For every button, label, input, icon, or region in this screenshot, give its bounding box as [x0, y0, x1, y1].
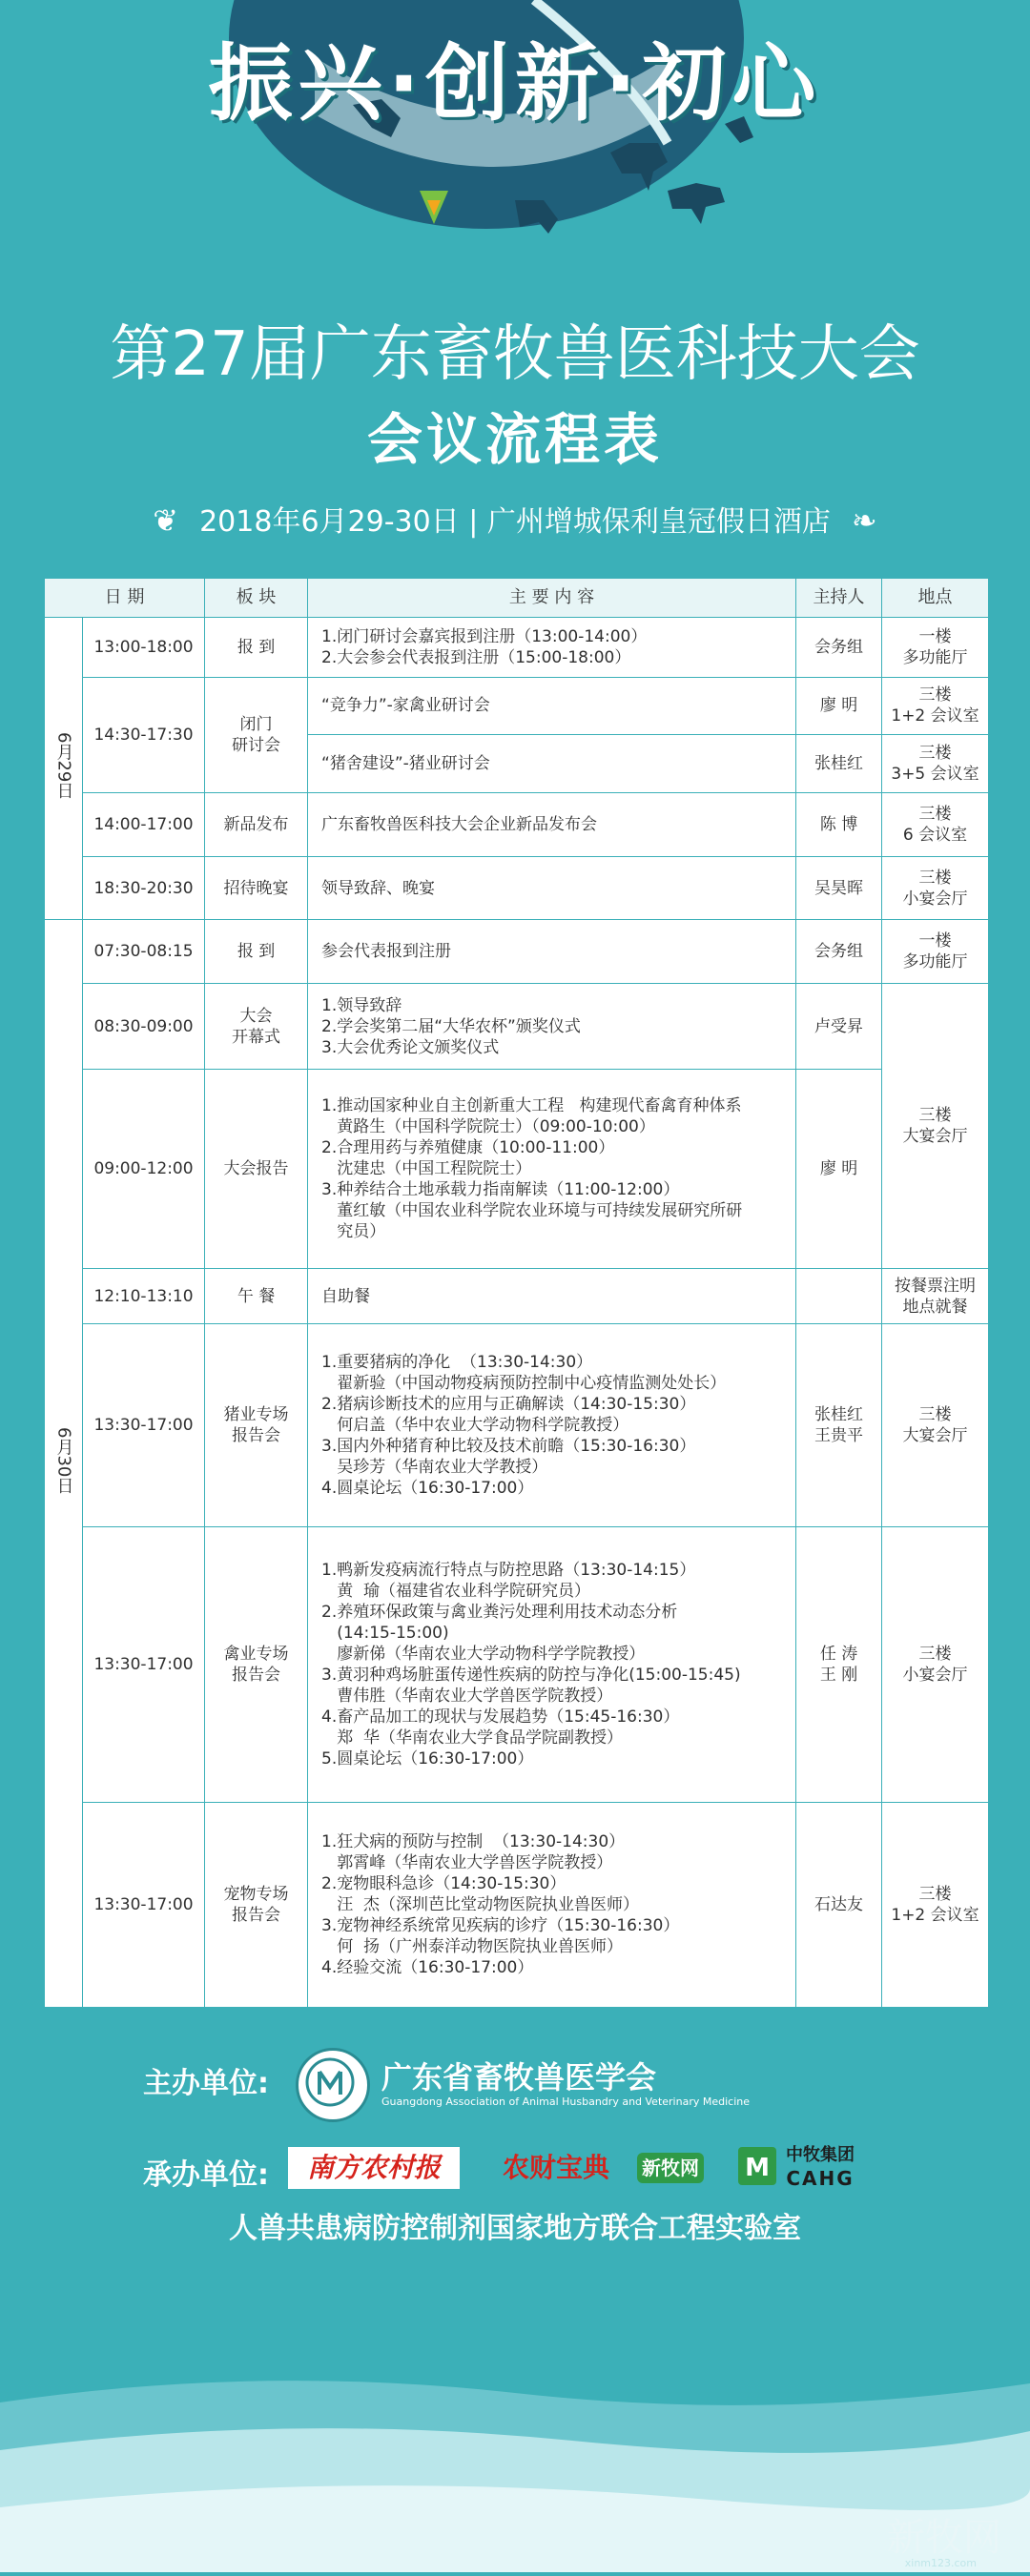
- day-label-2: 6月30日: [53, 1426, 74, 1494]
- place-cell: [882, 984, 989, 1269]
- header-content: 主 要 内 容: [308, 579, 796, 618]
- host-cell: [796, 920, 882, 984]
- content-line: 何启盖（华中农业大学动物科学院教授）: [321, 1416, 629, 1436]
- day-cell-2: [45, 920, 83, 2008]
- organizer-logo-icon: [299, 2051, 367, 2119]
- host-name: 石达友: [814, 1894, 864, 1914]
- place-cell: [882, 920, 989, 984]
- place-line: 三楼: [918, 868, 952, 888]
- host-name: 廖 明: [819, 696, 858, 716]
- block-cell: [205, 1802, 308, 2007]
- content-line: “猪舍建设”-猪业研讨会: [321, 754, 490, 773]
- ornament-left-icon: ❦: [153, 502, 179, 539]
- content-cell: [308, 1070, 796, 1269]
- time-cell: 08:30-09:00: [83, 984, 205, 1070]
- content-line: 4.经验交流（16:30-17:00）: [321, 1957, 534, 1977]
- content-line: 2.猪病诊断技术的应用与正确解读（14:30-15:30）: [321, 1395, 696, 1415]
- block-label: 猪业专场: [223, 1405, 289, 1425]
- block-cell: [205, 618, 308, 678]
- host-cell: [796, 1802, 882, 2007]
- place-line: 多功能厅: [902, 647, 968, 667]
- place-line: 三楼: [918, 804, 952, 824]
- table-row: [45, 792, 989, 856]
- content-line: 郭霄峰（华南农业大学兽医学院教授）: [321, 1852, 613, 1872]
- content-line: 2.宠物眼科急诊（14:30-15:30）: [321, 1873, 566, 1893]
- content-line: 1.狂犬病的预防与控制 （13:30-14:30）: [321, 1831, 626, 1851]
- place-line: 大宴会厅: [902, 1127, 968, 1147]
- content-line: 1.领导致辞: [321, 995, 402, 1015]
- block-label: 大会报告: [223, 1159, 289, 1179]
- host-cell: [796, 856, 882, 920]
- table-header: [45, 579, 989, 618]
- content-line: 董红敏（中国农业科学院农业环境与可持续发展研究所研: [321, 1201, 743, 1221]
- place-line: 6 会议室: [902, 825, 968, 845]
- lab-name: 人兽共患病防控制剂国家地方联合工程实验室: [229, 2212, 801, 2245]
- header-place: 地点: [882, 579, 989, 618]
- block-label: 招待晚宴: [223, 878, 289, 898]
- table-row: [45, 677, 989, 735]
- block-label: 报告会: [232, 1426, 281, 1446]
- block-label: 开幕式: [232, 1027, 281, 1047]
- table-row: [45, 1802, 989, 2007]
- content-line: 3.黄羽种鸡场脏蛋传递性疾病的防控与净化(15:00-15:45): [321, 1666, 741, 1686]
- content-line: 3.大会优秀论文颁奖仪式: [321, 1037, 500, 1057]
- time-cell: 14:30-17:30: [83, 677, 205, 792]
- table-row: [45, 984, 989, 1070]
- place-line: 小宴会厅: [902, 889, 968, 909]
- content-line: 何 扬（广州泰洋动物医院执业兽医师）: [321, 1936, 624, 1956]
- place-line: 三楼: [918, 1884, 952, 1904]
- logo-zhongmu: 中牧集团: [786, 2145, 855, 2165]
- host-name: 会务组: [814, 942, 864, 962]
- organizer-name: 广东省畜牧兽医学会: [381, 2059, 657, 2096]
- time-cell: 13:30-17:00: [83, 1527, 205, 1802]
- organizer-logo: [296, 2048, 370, 2122]
- block-cell: [205, 1268, 308, 1323]
- place-cell: [882, 1802, 989, 2007]
- logo-cahg: CAHG: [786, 2167, 855, 2190]
- place-cell: [882, 792, 989, 856]
- time-cell: 13:30-17:00: [83, 1324, 205, 1527]
- content-line: 曹伟胜（华南农业大学兽医学院教授）: [321, 1687, 613, 1707]
- place-line: 3+5 会议室: [891, 765, 979, 784]
- host-name: 卢受昇: [814, 1016, 864, 1036]
- bottom-waves: [0, 2364, 1030, 2572]
- content-line: (14:15-15:00): [321, 1624, 449, 1644]
- content-cell: [308, 1268, 796, 1323]
- place-cell: [882, 618, 989, 678]
- content-line: 4.畜产品加工的现状与发展趋势（15:45-16:30）: [321, 1707, 680, 1728]
- content-line: 1.推动国家种业自主创新重大工程 构建现代畜禽育种体系: [321, 1096, 742, 1116]
- host-cell: [796, 1070, 882, 1269]
- page-subtitle: 会议流程表: [366, 407, 663, 472]
- place-line: 多功能厅: [902, 952, 968, 972]
- place-line: 1+2 会议室: [891, 1905, 979, 1925]
- block-cell: [205, 1324, 308, 1527]
- table-row: [45, 920, 989, 984]
- time-cell: 07:30-08:15: [83, 920, 205, 984]
- place-cell: [882, 1324, 989, 1527]
- place-cell: [882, 1527, 989, 1802]
- time-cell: 13:00-18:00: [83, 618, 205, 678]
- content-cell: [308, 920, 796, 984]
- logo-cahg-icon: M: [738, 2147, 776, 2185]
- block-cell: [205, 856, 308, 920]
- table-row: [45, 1324, 989, 1527]
- place-line: 大宴会厅: [902, 1426, 968, 1446]
- day-label-1: 6月29日: [53, 731, 74, 799]
- place-cell: [882, 677, 989, 735]
- content-line: 领导致辞、晚宴: [321, 878, 436, 898]
- time-cell: 18:30-20:30: [83, 856, 205, 920]
- host-name: 会务组: [814, 637, 864, 657]
- place-line: 一楼: [918, 626, 952, 646]
- host-name: 张桂红: [814, 754, 864, 773]
- logo-nanfang: 南方农村报: [288, 2147, 460, 2189]
- block-label: 大会: [239, 1006, 273, 1026]
- content-line: “竞争力”-家禽业研讨会: [321, 696, 490, 716]
- co-organizer-label: 承办单位:: [143, 2158, 269, 2192]
- host-cell: [796, 1268, 882, 1323]
- place-line: 地点就餐: [902, 1297, 968, 1317]
- content-cell: [308, 1802, 796, 2007]
- block-label: 新品发布: [223, 814, 289, 834]
- block-label: 报告会: [232, 1905, 281, 1925]
- schedule-table: [44, 578, 988, 2008]
- content-line: 2.大会参会代表报到注册（15:00-18:00）: [321, 647, 631, 667]
- content-line: 3.宠物神经系统常见疾病的诊疗（15:30-16:30）: [321, 1915, 680, 1935]
- block-label: 报告会: [232, 1666, 281, 1686]
- ornament-right-icon: ❧: [851, 502, 877, 539]
- content-line: 广东畜牧兽医科技大会企业新品发布会: [321, 814, 598, 834]
- header-host: 主持人: [796, 579, 882, 618]
- host-cell: [796, 1527, 882, 1802]
- content-cell: [308, 792, 796, 856]
- banner: [0, 0, 1030, 286]
- place-cell: [882, 856, 989, 920]
- host-name: 陈 博: [819, 814, 858, 834]
- watermark-url: xinm123.com: [904, 2557, 977, 2569]
- time-cell: 14:00-17:00: [83, 792, 205, 856]
- organizer-en: Guangdong Association of Animal Husbandry and Veterinary Medicine: [381, 2096, 750, 2108]
- host-name: 任 涛: [819, 1645, 858, 1665]
- content-line: 翟新验（中国动物疫病预防控制中心疫情监测处处长）: [321, 1374, 727, 1394]
- table-row: [45, 1070, 989, 1269]
- place-line: 三楼: [918, 1106, 952, 1126]
- block-label: 禽业专场: [223, 1645, 289, 1665]
- time-cell: 13:30-17:00: [83, 1802, 205, 2007]
- host-cell: [796, 618, 882, 678]
- content-line: 黄 瑜（福建省农业科学院研究员）: [321, 1582, 591, 1602]
- table-row: [45, 856, 989, 920]
- day-cell-1: [45, 618, 83, 920]
- block-label: 午 餐: [237, 1286, 276, 1306]
- content-line: 1.闭门研讨会嘉宾报到注册（13:00-14:00）: [321, 626, 648, 646]
- host-name: 廖 明: [819, 1159, 858, 1179]
- place-line: 小宴会厅: [902, 1666, 968, 1686]
- content-cell: [308, 856, 796, 920]
- block-label: 闭门: [239, 714, 273, 734]
- place-cell: [882, 735, 989, 793]
- waves-illustration: [0, 2364, 1030, 2572]
- logo-xinmu: 新牧网: [637, 2153, 704, 2183]
- host-cell: [796, 792, 882, 856]
- header-block: 板 块: [205, 579, 308, 618]
- host-cell: [796, 984, 882, 1070]
- content-line: 2.养殖环保政策与禽业粪污处理利用技术动态分析: [321, 1603, 678, 1623]
- content-cell: [308, 1527, 796, 1802]
- content-line: 参会代表报到注册: [321, 942, 452, 962]
- content-cell: [308, 984, 796, 1070]
- host-cell: [796, 1324, 882, 1527]
- block-label: 宠物专场: [223, 1884, 289, 1904]
- content-line: 究员）: [321, 1222, 386, 1242]
- content-line: 黄路生（中国科学院院士）（09:00-10:00）: [321, 1117, 655, 1137]
- content-line: 3.国内外种猪育种比较及技术前瞻（15:30-16:30）: [321, 1437, 696, 1457]
- content-cell: [308, 677, 796, 735]
- content-line: 1.鸭新发疫病流行特点与防控思路（13:30-14:15）: [321, 1561, 696, 1581]
- place-line: 按餐票注明: [895, 1276, 977, 1296]
- host-name: 吴昊晖: [814, 878, 864, 898]
- place-line: 三楼: [918, 1645, 952, 1665]
- logo-nongcai: 农财宝典: [502, 2152, 609, 2183]
- content-cell: [308, 735, 796, 793]
- block-label: 报 到: [237, 637, 276, 657]
- content-line: 3.种养结合土地承载力指南解读（11:00-12:00）: [321, 1180, 680, 1200]
- block-label: 报 到: [237, 942, 276, 962]
- table-row: [45, 1268, 989, 1323]
- watermark: 新牧网: [887, 2516, 1001, 2560]
- place-line: 一楼: [918, 931, 952, 951]
- block-cell: [205, 1527, 308, 1802]
- date-venue: [0, 498, 1030, 540]
- content-line: 4.圆桌论坛（16:30-17:00）: [321, 1479, 534, 1499]
- place-line: 1+2 会议室: [891, 706, 979, 726]
- content-line: 1.重要猪病的净化 （13:30-14:30）: [321, 1353, 593, 1373]
- content-line: 汪 杰（深圳芭比堂动物医院执业兽医师）: [321, 1894, 640, 1914]
- content-line: 自助餐: [321, 1286, 371, 1306]
- content-line: 廖新俤（华南农业大学动物科学学院教授）: [321, 1645, 646, 1665]
- table-row: [45, 1527, 989, 1802]
- place-line: 三楼: [918, 1405, 952, 1425]
- table-row: [45, 618, 989, 678]
- content-line: 郑 华（华南农业大学食品学院副教授）: [321, 1728, 624, 1748]
- block-cell: [205, 792, 308, 856]
- header-date: 日 期: [45, 579, 205, 618]
- block-cell: [205, 984, 308, 1070]
- host-name: 王 刚: [819, 1666, 858, 1686]
- content-line: 5.圆桌论坛（16:30-17:00）: [321, 1749, 534, 1769]
- block-label: 研讨会: [232, 735, 281, 755]
- slogan: 振兴·创新·初心: [208, 34, 822, 133]
- content-line: 2.学会奖第二届“大华农杯”颁奖仪式: [321, 1016, 581, 1036]
- host-name: 王贵平: [814, 1426, 864, 1446]
- time-cell: 09:00-12:00: [83, 1070, 205, 1269]
- place-line: 三楼: [918, 744, 952, 763]
- host-cell: [796, 735, 882, 793]
- content-line: 吴珍芳（华南农业大学教授）: [321, 1458, 548, 1478]
- content-line: 2.合理用药与养殖健康（10:00-11:00）: [321, 1138, 615, 1158]
- place-line: 三楼: [918, 685, 952, 705]
- content-line: 沈建忠（中国工程院院士）: [321, 1159, 532, 1179]
- content-cell: [308, 618, 796, 678]
- time-cell: 12:10-13:10: [83, 1268, 205, 1323]
- host-cell: [796, 677, 882, 735]
- place-cell: [882, 1268, 989, 1323]
- block-cell: [205, 920, 308, 984]
- block-cell: [205, 677, 308, 792]
- organizer-label: 主办单位:: [143, 2067, 269, 2100]
- host-name: 张桂红: [814, 1405, 864, 1425]
- date-venue-text: 2018年6月29-30日 | 广州增城保利皇冠假日酒店: [199, 505, 831, 539]
- content-cell: [308, 1324, 796, 1527]
- page-title: 第27届广东畜牧兽医科技大会: [110, 319, 920, 390]
- block-cell: [205, 1070, 308, 1269]
